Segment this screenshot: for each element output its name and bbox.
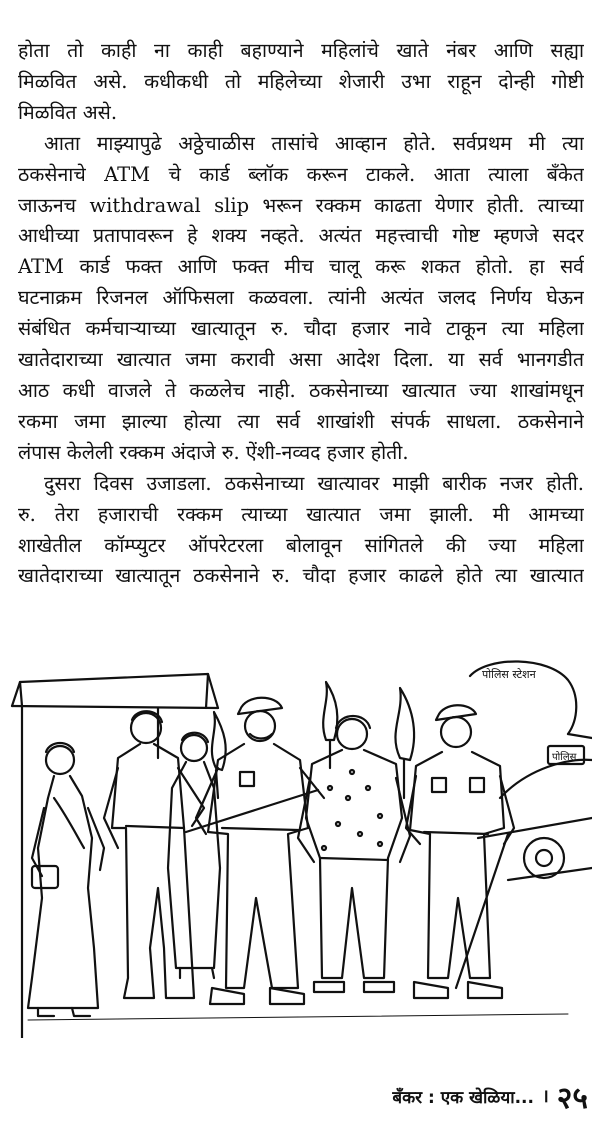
police-station-sign-text: पोलिस स्टेशन xyxy=(482,668,536,681)
text-line: होता तो काही ना काही बहाण्याने महिलांचे खाते नंबर आणि सह्या xyxy=(18,39,584,62)
text-line: मिळवित असे. xyxy=(18,100,118,124)
page-number: २५ xyxy=(556,1080,588,1116)
footer-separator: । xyxy=(541,1086,549,1107)
woman-left-drawing xyxy=(28,743,104,1016)
text-line: शाखेतील कॉम्प्युटर ऑपरेटरला बोलावून सांगितले की ज्या महिला xyxy=(18,533,584,557)
text-line: मिळवित असे. कधीकधी तो महिलेच्या शेजारी उभा राहून दोन्ही गोष्टी xyxy=(18,69,584,93)
text-line: संबंधित कर्मचाऱ्याच्या खात्यातून रु. चौदा हजार नावे टाकून त्या महिला xyxy=(18,317,584,341)
arrest-illustration xyxy=(8,648,592,1038)
police-jeep-drawing xyxy=(470,661,592,880)
text-line: आता माझ्यापुढे अठ्ठेचाळीस तासांचे आव्हान होते. सर्वप्रथम मी त्या xyxy=(44,131,584,155)
tree-drawing xyxy=(212,682,414,798)
text-line: जाऊनच withdrawal slip भरून रक्कम काढता येणार होती. त्याच्या xyxy=(18,193,584,217)
building-drawing xyxy=(12,674,218,1038)
jeep-police-text: पोलिस xyxy=(552,752,577,763)
text-line: आठ कधी वाजले ते कळलेच नाही. ठकसेनाच्या खात्यात ज्या शाखांमधून xyxy=(18,378,584,402)
text-line: लंपास केलेली रक्कम अंदाजे रु. ऐंशी-नव्वद हजार होती. xyxy=(18,440,409,464)
man-left-drawing xyxy=(104,711,204,998)
text-line: ठकसेनाचे ATM चे कार्ड ब्लॉक करून टाकले. आता त्याला बँकेत xyxy=(18,162,584,186)
ground-line xyxy=(28,1014,568,1020)
book-title: बँकर : एक खेळिया... xyxy=(392,1087,534,1108)
woman-background-drawing xyxy=(168,733,220,978)
text-line: आधीच्या प्रतापावरून हे शक्य नव्हते. अत्यंत महत्त्वाची गोष्ट म्हणजे सदर xyxy=(18,224,584,248)
text-line: ATM कार्ड फक्त आणि फक्त मीच चालू करू शकत होतो. हा सर्व xyxy=(18,255,584,279)
page-footer xyxy=(392,1078,588,1114)
police-officer-right-drawing xyxy=(406,705,514,998)
text-line: घटनाक्रम रिजनल ऑफिसला कळवला. त्यांनी अत्यंत जलद निर्णय घेऊन xyxy=(18,286,584,310)
text-line: खातेदाराच्या खात्यातून ठकसेनाने रु. चौदा हजार काढले होते त्या खात्यात xyxy=(18,564,584,588)
text-line: खातेदाराच्या खात्यात जमा करावी असा आदेश दिला. या सर्व भानगडीत xyxy=(18,348,584,372)
body-text xyxy=(18,36,584,592)
text-line: रु. तेरा हजाराची रक्कम त्याच्या खात्यात जमा झाली. मी आमच्या xyxy=(18,502,584,526)
arrested-man-drawing xyxy=(298,716,410,992)
text-line: दुसरा दिवस उजाडला. ठकसेनाच्या खात्यावर माझी बारीक नजर होती. xyxy=(44,471,584,495)
text-line: रकमा जमा झाल्या होत्या त्या सर्व शाखांशी संपर्क साधला. ठकसेनाने xyxy=(18,409,584,433)
